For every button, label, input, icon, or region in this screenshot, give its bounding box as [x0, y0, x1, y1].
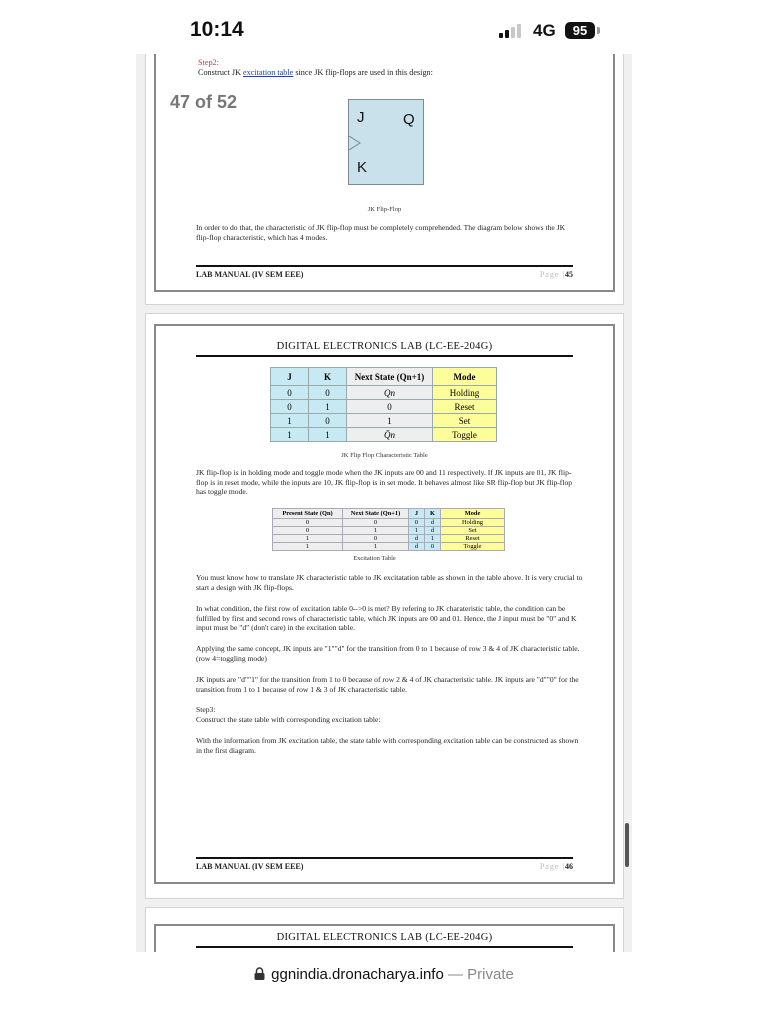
footer-manual-label: LAB MANUAL (IV SEM EEE) [196, 270, 304, 279]
paragraph: Applying the same concept, JK inputs are "1""d" for the transition from 0 to 1 because of row 3 & 4 of JK characteristic table. (row 4=toggling mode) [196, 644, 580, 663]
step-label: Step3: [196, 705, 216, 714]
lock-icon [254, 967, 265, 980]
j-input-label: J [357, 109, 365, 126]
cell-mode: Toggle [433, 428, 497, 442]
page-header: DIGITAL ELECTRONICS LAB (LC-EE-204G) [196, 932, 573, 948]
table-caption: JK Flip Flop Characteristic Table [341, 452, 428, 459]
k-input-label: K [357, 159, 368, 176]
address-bar[interactable] [136, 952, 632, 1024]
table-row [271, 386, 497, 400]
cell-next-state: 1 [347, 414, 433, 428]
footer-page-num: 46 [565, 862, 573, 871]
table-row [271, 428, 497, 442]
cell-mode: Reset [441, 535, 505, 543]
cell-mode: Holding [441, 519, 505, 527]
page-counter: 47 of 52 [170, 92, 238, 112]
cell-k: 0 [309, 414, 347, 428]
left-margin [0, 0, 136, 1024]
table-row [273, 535, 505, 543]
footer-page-num: 45 [565, 270, 573, 279]
url-domain: ggnindia.dronacharya.info [271, 966, 444, 983]
page-footer [196, 265, 573, 279]
cell-k: 1 [425, 535, 441, 543]
paragraph: JK inputs are "d""1" for the transition from 1 to 0 because of row 2 & 4 of JK characteristic table. JK inputs are "d""0" for the transition from 1 to 1 because of row 1 & 3 of JK characteristic table. [196, 675, 579, 694]
cell-next: 1 [343, 527, 409, 535]
table-row [271, 414, 497, 428]
footer-page-number [540, 862, 573, 871]
cell-k: d [425, 527, 441, 535]
header-j: J [271, 368, 309, 386]
paragraph: You must know how to translate JK characteristic table to JK excitatation table as shown in the table above. It is very crucial to start a design with JK flip-flops. [196, 573, 583, 592]
network-type: 4G [533, 21, 556, 40]
cell-j: 0 [271, 386, 309, 400]
cell-k: 1 [309, 400, 347, 414]
header-present-state: Present State (Qn) [273, 509, 343, 519]
table-caption: Excitation Table [353, 555, 396, 562]
table-row [273, 519, 505, 527]
scrollbar-thumb[interactable] [625, 823, 629, 867]
cell-j: 1 [271, 414, 309, 428]
clock-input-icon [349, 136, 361, 150]
step-text-start: Construct JK [198, 68, 244, 77]
paragraph: In what condition, the first row of excitation table 0-->0 is met? By refering to JK charateristic table, the condition can be fulfilled by first and second rows of characteristic table, which JK inputs are 00 and 01. Hence, the J input must be "0" and K input must be "d" (don't care) in the excitation table. [196, 604, 577, 633]
cell-present: 0 [273, 519, 343, 527]
cell-next: 0 [343, 519, 409, 527]
cell-mode: Reset [433, 400, 497, 414]
table-row [273, 543, 505, 551]
cell-next-state: Q̄n [347, 428, 433, 442]
cell-next: 1 [343, 543, 409, 551]
right-margin [632, 0, 768, 1024]
cell-present: 0 [273, 527, 343, 535]
footer-page-word: Page | [539, 862, 565, 871]
battery-tip [597, 27, 600, 34]
table-row [271, 400, 497, 414]
excitation-table-link[interactable]: excitation table [243, 68, 294, 77]
header-k: K [309, 368, 347, 386]
cellular-signal-icon [499, 24, 521, 38]
cell-mode: Holding [433, 386, 497, 400]
pdf-viewer[interactable] [136, 0, 632, 1024]
cell-j: 0 [409, 519, 425, 527]
cell-next-state: 0 [347, 400, 433, 414]
page-footer [196, 857, 573, 871]
paragraph: With the information from JK excitation table, the state table with corresponding excitation table can be constructed as shown in the first diagram. [196, 736, 579, 755]
cell-k: 1 [309, 428, 347, 442]
url-separator: — [443, 966, 468, 983]
header-k: K [425, 509, 441, 519]
private-label: Private [467, 966, 514, 983]
cell-next: 0 [343, 535, 409, 543]
table-header-row [273, 509, 505, 519]
cell-j: 1 [271, 428, 309, 442]
cell-mode: Set [441, 527, 505, 535]
cell-j: 1 [409, 527, 425, 535]
pdf-page-46 [146, 314, 623, 898]
paragraph: JK flip-flop is in holding mode and toggle mode when the JK inputs are 00 and 11 respectively. If JK inputs are 01, JK flip-flop is in reset mode, while the inputs are 10, JK flip-flop is in set mode. It behaves almost like SR flip-flop but JK flip-flop has toggle mode. [196, 468, 573, 497]
cell-j: d [409, 543, 425, 551]
url-display[interactable] [136, 966, 632, 983]
q-output-label: Q [403, 111, 415, 128]
cell-mode: Set [433, 414, 497, 428]
diagram-caption: JK Flip-Flop [367, 206, 402, 213]
header-mode: Mode [433, 368, 497, 386]
page-header: DIGITAL ELECTRONICS LAB (LC-EE-204G) [196, 341, 573, 357]
excitation-table [272, 508, 505, 551]
status-bar [136, 0, 632, 54]
cell-k: 0 [309, 386, 347, 400]
table-row [273, 527, 505, 535]
footer-manual-label: LAB MANUAL (IV SEM EEE) [196, 862, 304, 871]
step-text [198, 68, 433, 78]
table-header-row [271, 368, 497, 386]
cell-k: d [425, 519, 441, 527]
header-next-state: Next State (Qn+1) [347, 368, 433, 386]
footer-page-number [540, 270, 573, 279]
cell-j: 0 [271, 400, 309, 414]
cell-mode: Toggle [441, 543, 505, 551]
cell-j: d [409, 535, 425, 543]
header-j: J [409, 509, 425, 519]
cell-k: 0 [425, 543, 441, 551]
footer-page-word: Page | [539, 270, 565, 279]
step-text-end: since JK flip-flops are used in this design: [293, 68, 433, 77]
cell-present: 1 [273, 535, 343, 543]
paragraph: In order to do that, the characteristic of JK flip-flop must be completely comprehended. The diagram below shows the JK flip-flop characteristic, which has 4 modes. [196, 223, 566, 242]
header-next-state: Next State (Qn+1) [343, 509, 409, 519]
jk-flipflop-diagram [348, 99, 424, 185]
clock: 10:14 [190, 18, 244, 41]
cell-present: 1 [273, 543, 343, 551]
step-label: Step2: [198, 58, 219, 67]
characteristic-table [270, 367, 497, 442]
pdf-page-45 [146, 40, 623, 304]
step-text: Construct the state table with corresponding excitation table: [196, 715, 381, 724]
battery-icon: 95 [565, 22, 595, 39]
header-mode: Mode [441, 509, 505, 519]
cell-next-state: Qn [347, 386, 433, 400]
